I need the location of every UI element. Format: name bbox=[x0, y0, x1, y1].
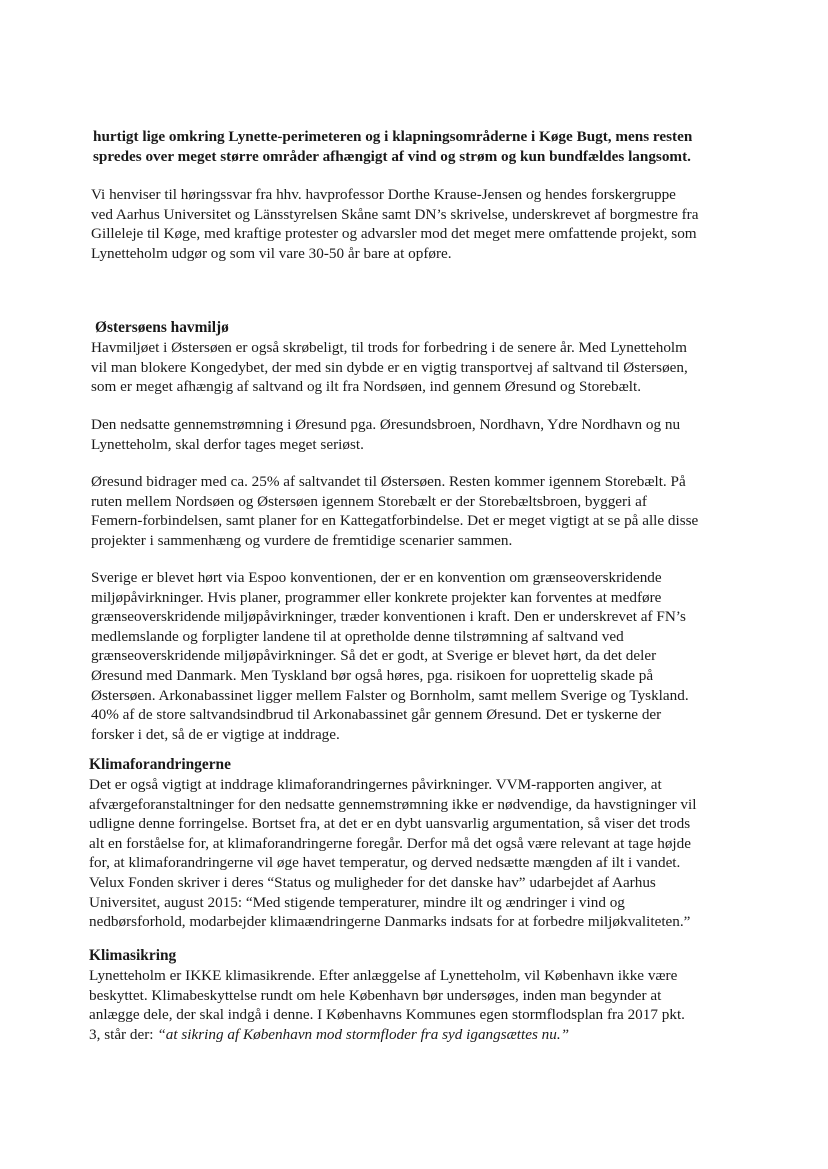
text-line: grænseoverskridende miljøpåvirkninger, træder konventionen i kraft. Den er underskrevet af FN’s bbox=[91, 608, 686, 626]
text-line: anlægge dele, der skal indgå i denne. I Københavns Kommunes egen stormflodsplan fra 2017 pkt. bbox=[89, 1006, 685, 1024]
text-line: vil man blokere Kongedybet, der med sin dybde er en vigtig transportvej af saltvand til Østersøen, bbox=[91, 358, 688, 376]
section-heading-ostersoen: Østersøens havmiljø bbox=[95, 319, 229, 336]
text-line: Sverige er blevet hørt via Espoo konventionen, der er en konvention om grænseoverskridende bbox=[91, 569, 662, 586]
text-line: Havmiljøet i Østersøen er også skrøbeligt, til trods for forbedring i de senere år. Med Lynetteholm bbox=[91, 339, 687, 356]
text-line: ved Aarhus Universitet og Länsstyrelsen Skåne samt DN’s skrivelse, underskrevet af borgmestre fra bbox=[91, 205, 699, 223]
klima-paragraph bbox=[89, 775, 696, 932]
text-line-prefix: 3, står der: bbox=[89, 1025, 158, 1043]
text-line: Det er også vigtigt at inddrage klimaforandringernes påvirkninger. VVM-rapporten angiver, at bbox=[89, 776, 662, 793]
ostersoen-paragraph-4 bbox=[91, 568, 689, 744]
text-line: nedbørsforhold, modarbejder klimaændringerne Danmarks indsats for at forbedre miljøkvaliteten.” bbox=[89, 913, 691, 931]
text-line: Femern-forbindelsen, samt planer for en Kattegatforbindelse. Det er meget vigtigt at se på alle disse bbox=[91, 512, 699, 530]
quote-text: “at sikring af København mod stormfloder fra syd igangsættes nu.” bbox=[157, 1025, 570, 1043]
text-line: Lynetteholm, skal derfor tages meget seriøst. bbox=[91, 435, 364, 453]
text-line: Lynetteholm er IKKE klimasikrende. Efter anlæggelse af Lynetteholm, vil København ikke være bbox=[89, 967, 678, 984]
text-line: afværgeforanstaltninger for den nedsatte gennemstrømning ikke er nødvendige, da havstigninger vil bbox=[89, 795, 697, 813]
ostersoen-paragraph-2 bbox=[91, 415, 680, 454]
text-line: beskyttet. Klimabeskyttelse rundt om hele København bør undersøges, inden man begynder at bbox=[89, 986, 662, 1004]
text-line: spredes over meget større områder afhængigt af vind og strøm og kun bundfældes langsomt. bbox=[93, 147, 691, 165]
section-heading-klimaforandringerne: Klimaforandringerne bbox=[89, 756, 231, 773]
text-line: Vi henviser til høringssvar fra hhv. havprofessor Dorthe Krause-Jensen og hendes forskergruppe bbox=[91, 186, 676, 203]
text-line: Øresund med Danmark. Men Tyskland bør også høres, pga. risikoen for uoprettelig skade på bbox=[91, 666, 654, 684]
text-line: projekter i sammenhæng og vurdere de fremtidige scenarier sammen. bbox=[91, 531, 513, 549]
text-line: udligne denne forringelse. Bortset fra, at det er en dybt uansvarlig argumentation, så viser det trods bbox=[89, 815, 691, 833]
text-line: for, at klimaforandringerne vil øge havet temperatur, og derved nedsætte mængden af ilt i vandet. bbox=[89, 854, 681, 872]
text-line: hurtigt lige omkring Lynette-perimeteren og i klapningsområderne i Køge Bugt, mens resten bbox=[93, 128, 693, 145]
text-line: som er meget afhængig af saltvand og ilt fra Nordsøen, ind gennem Øresund og Storebælt. bbox=[91, 378, 642, 396]
intro-paragraph bbox=[93, 127, 692, 166]
text-line: Øresund bidrager med ca. 25% af saltvandet til Østersøen. Resten kommer igennem Storebælt. På bbox=[91, 473, 686, 490]
text-line: Lynetteholm udgør og som vil vare 30-50 år bare at opføre. bbox=[91, 244, 452, 262]
text-line: Østersøen. Arkonabassinet ligger mellem Falster og Bornholm, samt mellem Sverige og Tyskland. bbox=[91, 686, 689, 704]
text-line: 40% af de store saltvandsindbrud til Arkonabassinet går gennem Øresund. Det er tyskerne der bbox=[91, 706, 662, 724]
text-line: forsker i det, så de er vigtige at inddrage. bbox=[91, 725, 340, 743]
text-line: alt en forståelse for, at klimaforandringerne foregår. Derfor må det også være relevant at tage højde bbox=[89, 834, 691, 852]
ostersoen-paragraph-3 bbox=[91, 472, 698, 550]
section-heading-klimasikring: Klimasikring bbox=[89, 947, 177, 964]
ostersoen-paragraph-1 bbox=[91, 338, 688, 397]
text-line: Gilleleje til Køge, med kraftige protester og advarsler mod det meget mere omfattende projekt, som bbox=[91, 225, 697, 243]
text-line: Den nedsatte gennemstrømning i Øresund pga. Øresundsbroen, Nordhavn, Ydre Nordhavn og nu bbox=[91, 416, 681, 433]
text-line: ruten mellem Nordsøen og Østersøen igennem Storebælt er der Storebæltsbroen, byggeri af bbox=[91, 492, 647, 510]
hearing-paragraph bbox=[91, 185, 698, 263]
klimasikring-paragraph bbox=[89, 966, 685, 1044]
text-line: grænseoverskridende miljøpåvirkninger. Så det er godt, at Sverige er blevet hørt, da det deler bbox=[91, 647, 657, 665]
text-line bbox=[89, 1025, 685, 1045]
text-line: miljøpåvirkninger. Hvis planer, programmer eller konkrete projekter kan forventes at medføre bbox=[91, 588, 662, 606]
text-line: Velux Fonden skriver i deres “Status og muligheder for det danske hav” udarbejdet af Aarhus bbox=[89, 873, 656, 891]
text-line: medlemslande og forpligter landene til at opretholde denne tilstrømning af saltvand ved bbox=[91, 627, 624, 645]
text-line: Universitet, august 2015: “Med stigende temperaturer, mindre ilt og ændringer i vind og bbox=[89, 893, 625, 911]
